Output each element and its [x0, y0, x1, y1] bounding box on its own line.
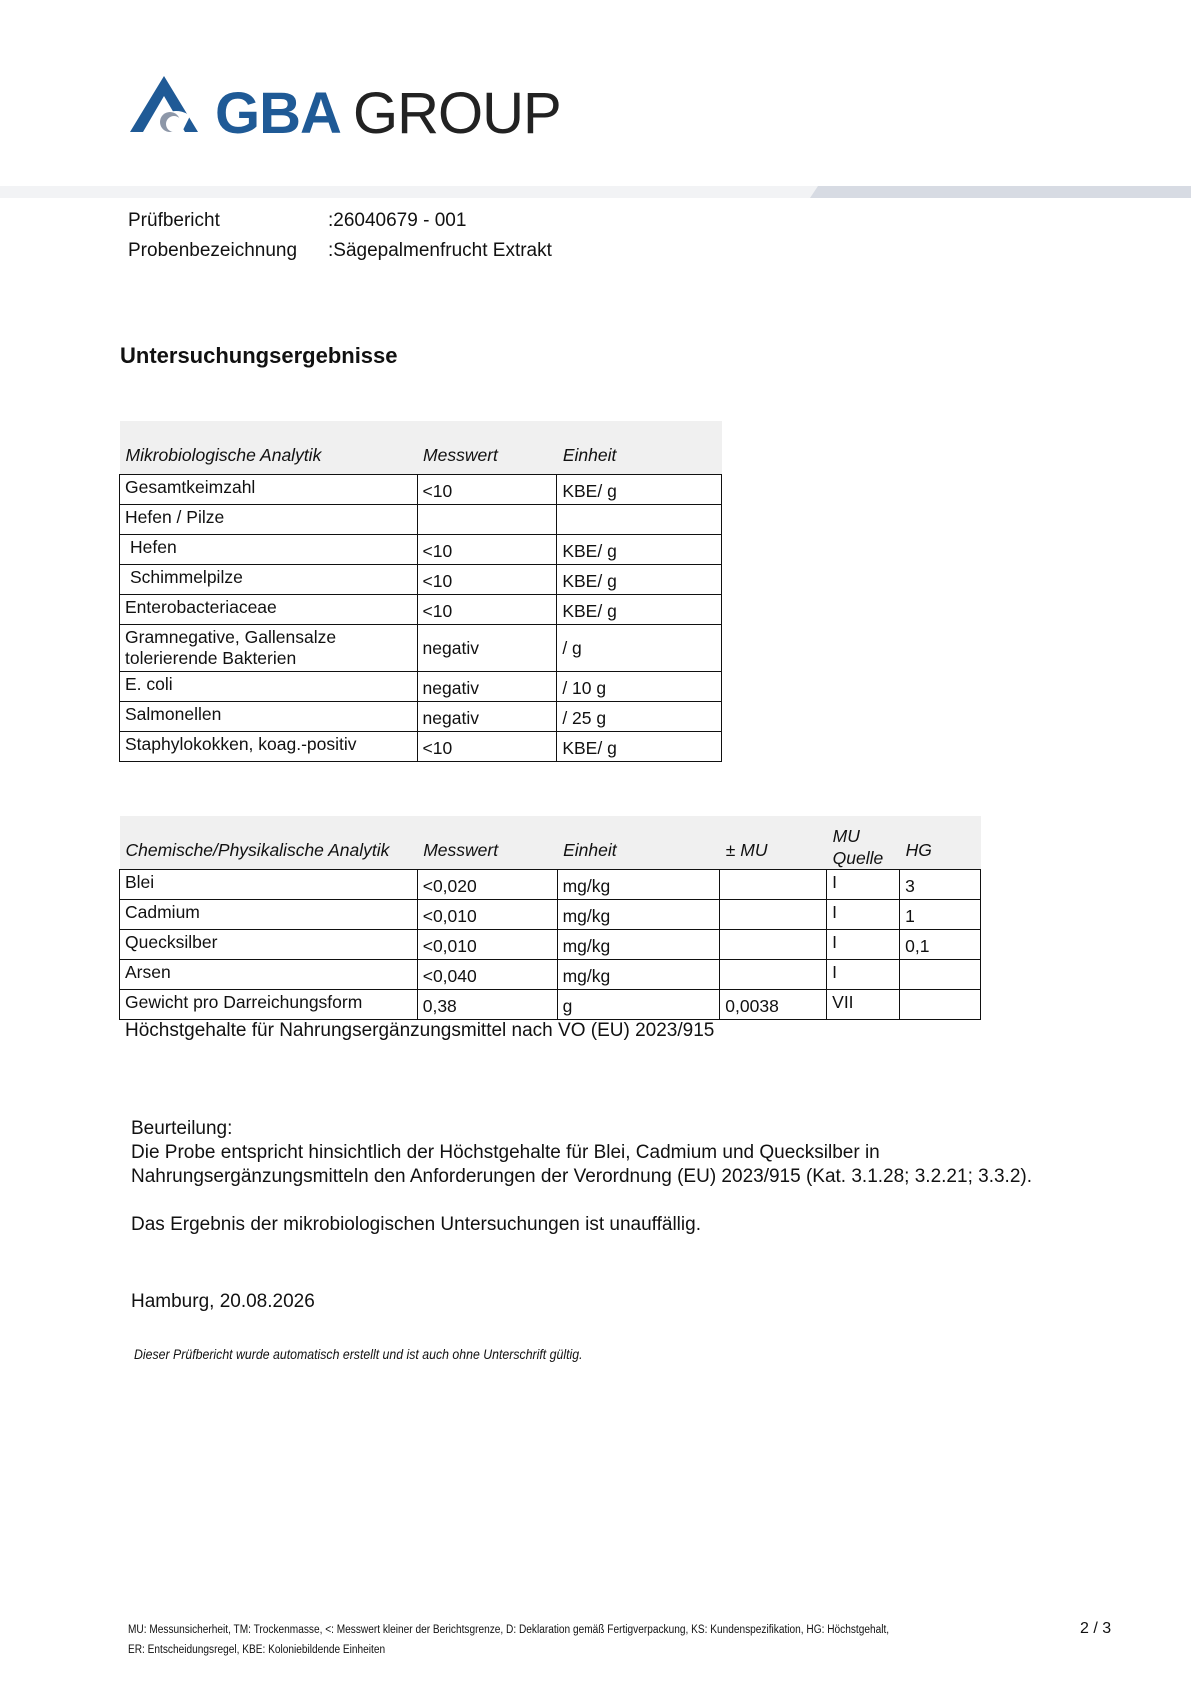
footer-line: ER: Entscheidungsregel, KBE: Koloniebildende Einheiten — [128, 1644, 386, 1656]
table-row — [120, 505, 722, 535]
assessment-heading: Beurteilung: — [131, 1118, 233, 1139]
cell-name: Schimmelpilze — [120, 565, 418, 595]
header-messwert: Messwert — [417, 816, 557, 870]
logo-text-bold: GBA — [215, 81, 341, 146]
header-divider — [0, 186, 1191, 198]
cell-name: Arsen — [120, 960, 418, 990]
table-row — [120, 732, 722, 762]
limits-note: Höchstgehalte für Nahrungsergänzungsmittel nach VO (EU) 2023/915 — [125, 1020, 715, 1041]
cell-value: <10 — [417, 535, 557, 565]
header-einheit: Einheit — [557, 421, 722, 475]
table-row — [120, 990, 981, 1020]
sample-label: Probenbezeichnung — [128, 240, 298, 261]
logo-text-light: GROUP — [353, 81, 561, 146]
header-einheit: Einheit — [557, 816, 720, 870]
cell-unit: mg/kg — [557, 900, 720, 930]
table-header-row — [120, 421, 722, 475]
cell-hg: 1 — [900, 900, 981, 930]
cell-unit: / 10 g — [557, 672, 722, 702]
cell-quelle: VII — [827, 990, 900, 1020]
cell-unit: mg/kg — [557, 870, 720, 900]
assessment-micro: Das Ergebnis der mikrobiologischen Untersuchungen ist unauffällig. — [131, 1214, 701, 1235]
cell-name-line2: tolerierende Bakterien — [125, 648, 297, 668]
cell-value: negativ — [417, 702, 557, 732]
report-label: Prüfbericht — [128, 210, 220, 231]
header-mu-quelle — [827, 816, 900, 870]
cell-unit: / 25 g — [557, 702, 722, 732]
assessment — [131, 1117, 1131, 1237]
cell-unit: KBE/ g — [557, 475, 722, 505]
header-analytik: Chemische/Physikalische Analytik — [120, 816, 418, 870]
cell-value: negativ — [417, 672, 557, 702]
table-row — [120, 870, 981, 900]
cell-quelle: I — [827, 900, 900, 930]
cell-unit: KBE/ g — [557, 732, 722, 762]
cell-value: <0,040 — [417, 960, 557, 990]
cell-mu — [720, 900, 827, 930]
cell-quelle: I — [827, 960, 900, 990]
cell-name: Gewicht pro Darreichungsform — [120, 990, 418, 1020]
cell-name: Cadmium — [120, 900, 418, 930]
table-header-row — [120, 816, 981, 870]
cell-value: <0,020 — [417, 870, 557, 900]
cell-mu — [720, 930, 827, 960]
table-row — [120, 930, 981, 960]
table-row — [120, 625, 722, 672]
cell-name: Staphylokokken, koag.-positiv — [120, 732, 418, 762]
cell-value: <10 — [417, 475, 557, 505]
cell-value: negativ — [417, 625, 557, 672]
cell-unit: KBE/ g — [557, 565, 722, 595]
cell-mu — [720, 960, 827, 990]
report-number: :26040679 - 001 — [328, 210, 467, 231]
table-row — [120, 475, 722, 505]
cell-name: Hefen — [120, 535, 418, 565]
cell-value: <10 — [417, 595, 557, 625]
signature-note: Dieser Prüfbericht wurde automatisch erstellt und ist auch ohne Unterschrift gültig. — [134, 1346, 583, 1362]
chem-table — [119, 816, 981, 1020]
table-row — [120, 960, 981, 990]
table-row — [120, 565, 722, 595]
header-mu-quelle-line2: Quelle — [832, 848, 884, 868]
cell-unit — [557, 505, 722, 535]
cell-name: Enterobacteriaceae — [120, 595, 418, 625]
cell-name: Gesamtkeimzahl — [120, 475, 418, 505]
cell-value: <10 — [417, 732, 557, 762]
cell-unit: / g — [557, 625, 722, 672]
assessment-line: Nahrungsergänzungsmitteln den Anforderungen der Verordnung (EU) 2023/915 (Kat. 3.1.28; 3.2.21; 3.3.2). — [131, 1166, 1032, 1187]
cell-unit: mg/kg — [557, 930, 720, 960]
cell-mu: 0,0038 — [720, 990, 827, 1020]
header-mu: ± MU — [720, 816, 827, 870]
table-row — [120, 702, 722, 732]
cell-hg: 3 — [900, 870, 981, 900]
table-row — [120, 900, 981, 930]
footer-legend — [128, 1620, 1008, 1660]
cell-unit: KBE/ g — [557, 535, 722, 565]
page-number: 2 / 3 — [1080, 1620, 1112, 1637]
cell-name — [120, 625, 418, 672]
cell-value: <0,010 — [417, 900, 557, 930]
section-title: Untersuchungsergebnisse — [120, 343, 398, 368]
footer-line: MU: Messunsicherheit, TM: Trockenmasse, <: Messwert kleiner der Berichtsgrenze, D: Deklaration gemäß Fertigverpackung, KS: Kundenspezifikation, HG: Höchstgehalt, — [128, 1624, 890, 1636]
cell-unit: g — [557, 990, 720, 1020]
cell-hg — [900, 960, 981, 990]
header-mu-quelle-line1: MU — [832, 826, 860, 846]
cell-name-line1: Gramnegative, Gallensalze — [125, 627, 337, 647]
cell-value: <0,010 — [417, 930, 557, 960]
cell-unit: KBE/ g — [557, 595, 722, 625]
cell-value: <10 — [417, 565, 557, 595]
cell-mu — [720, 870, 827, 900]
cell-name: Hefen / Pilze — [120, 505, 418, 535]
cell-quelle: I — [827, 930, 900, 960]
assessment-line: Die Probe entspricht hinsichtlich der Höchstgehalte für Blei, Cadmium und Quecksilber in — [131, 1142, 880, 1163]
cell-name: Salmonellen — [120, 702, 418, 732]
cell-name: E. coli — [120, 672, 418, 702]
header-hg: HG — [900, 816, 981, 870]
table-row — [120, 595, 722, 625]
table-row — [120, 672, 722, 702]
header-messwert: Messwert — [417, 421, 557, 475]
place-date: Hamburg, 20.08.2026 — [131, 1291, 315, 1312]
cell-value — [417, 505, 557, 535]
micro-table — [119, 421, 722, 762]
cell-value: 0,38 — [417, 990, 557, 1020]
table-row — [120, 535, 722, 565]
cell-name: Quecksilber — [120, 930, 418, 960]
cell-hg: 0,1 — [900, 930, 981, 960]
cell-quelle: I — [827, 870, 900, 900]
header-analytik: Mikrobiologische Analytik — [120, 421, 418, 475]
cell-unit: mg/kg — [557, 960, 720, 990]
cell-name: Blei — [120, 870, 418, 900]
sample-name: :Sägepalmenfrucht Extrakt — [328, 240, 552, 261]
cell-hg — [900, 990, 981, 1020]
